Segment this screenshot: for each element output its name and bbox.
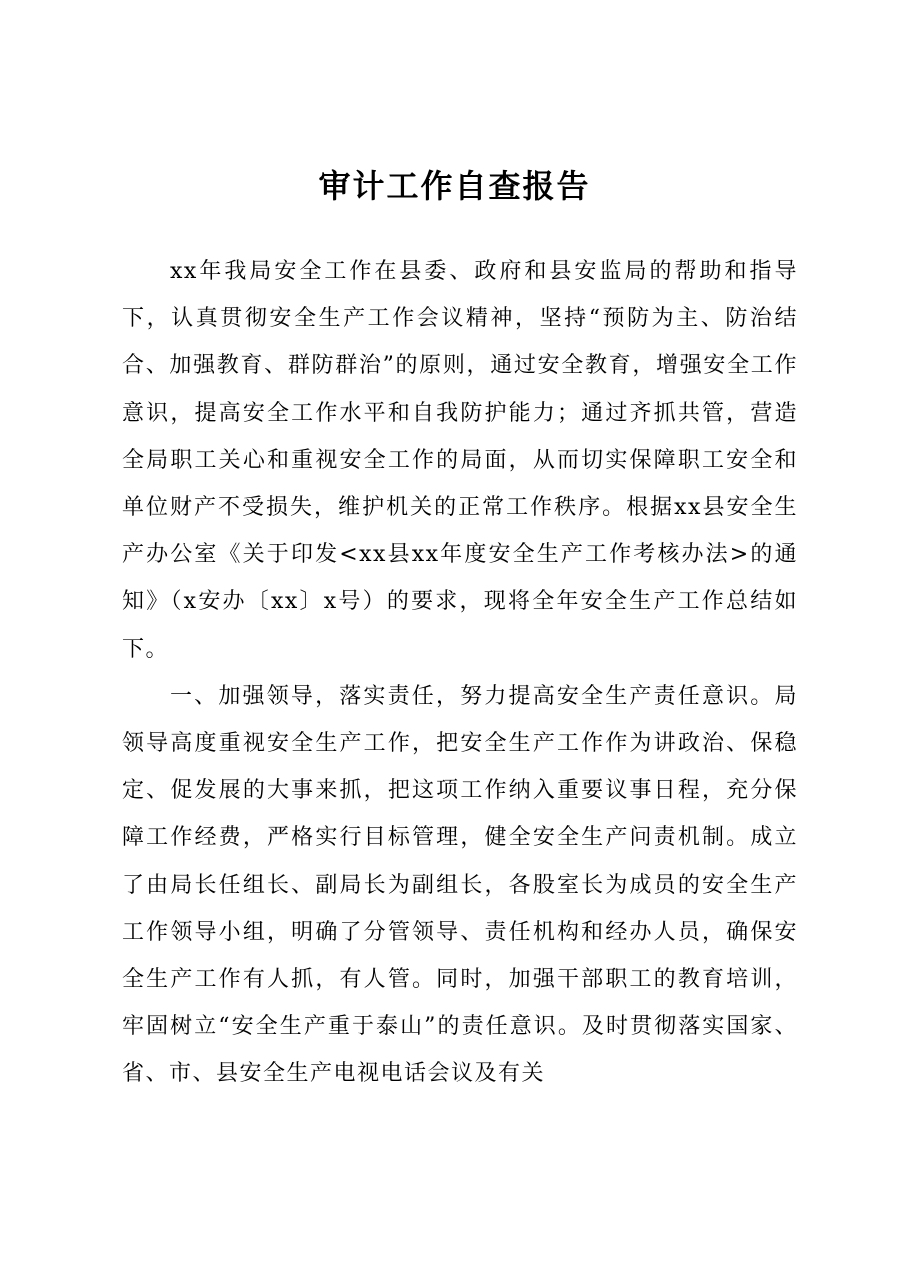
document-body bbox=[122, 248, 798, 1098]
paragraph-intro: xx年我局安全工作在县委、政府和县安监局的帮助和指导下，认真贯彻安全生产工作会议精神，坚持“预防为主、防治结合、加强教育、群防群治”的原则，通过安全教育，增强安全工作意识，提高安全工作水平和自我防护能力；通过齐抓共管，营造全局职工关心和重视安全工作的局面，从而切实保障职工安全和单位财产不受损失，维护机关的正常工作秩序。根据xx县安全生产办公室《关于印发<xx县xx年度安全生产工作考核办法>的通知》（x安办〔xx〕x号）的要求，现将全年安全生产工作总结如下。 bbox=[122, 259, 798, 662]
paragraph-section-one: 一、加强领导，落实责任，努力提高安全生产责任意识。局领导高度重视安全生产工作，把安全生产工作作为讲政治、保稳定、促发展的大事来抓，把这项工作纳入重要议事日程，充分保障工作经费，严格实行目标管理，健全安全生产问责机制。成立了由局长任组长、副局长为副组长，各股室长为成员的安全生产工作领导小组，明确了分管领导、责任机构和经办人员，确保安全生产工作有人抓，有人管。同时，加强干部职工的教育培训，牢固树立“安全生产重于泰山”的责任意识。及时贯彻落实国家、省、市、县安全生产电视电话会议及有关 bbox=[122, 683, 798, 1087]
document-title: 审计工作自查报告 bbox=[318, 167, 591, 205]
